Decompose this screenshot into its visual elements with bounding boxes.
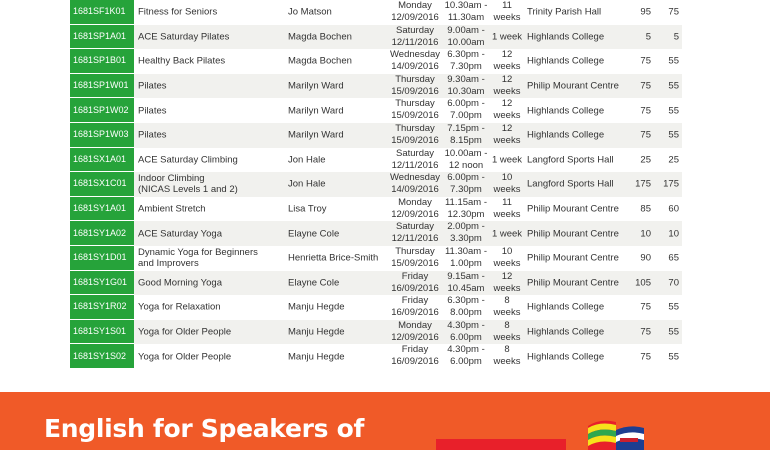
course-weeks: 1 week [491, 31, 523, 43]
course-day [382, 74, 448, 98]
course-day [382, 221, 448, 245]
course-day: Wednesday [390, 49, 440, 61]
course-weeks: 12 weeks [493, 49, 521, 73]
course-code-text: 1681SP1W03 [73, 129, 129, 140]
course-time-end: 10.30am [447, 85, 485, 97]
course-row [70, 172, 682, 197]
course-date: 12/11/2016 [391, 36, 439, 48]
course-time [444, 123, 488, 147]
course-concession: 25 [668, 154, 679, 166]
course-date: 15/09/2016 [391, 110, 439, 122]
course-code [70, 246, 134, 271]
course-time [444, 172, 488, 196]
course-time-end: 12 noon [448, 159, 484, 171]
course-day: Saturday [395, 147, 435, 159]
course-time-end: 7.30pm [450, 184, 482, 196]
course-row [70, 221, 682, 246]
course-weeks: 1 week [491, 228, 523, 240]
course-day [382, 320, 448, 344]
course-time-end: 7.00pm [450, 110, 482, 122]
course-venue: Philip Mourant Centre [527, 203, 619, 215]
course-venue: Trinity Parish Hall [527, 6, 602, 18]
course-time-end: 8.00pm [450, 307, 482, 319]
course-weeks: 8 weeks [493, 295, 521, 319]
course-time-end: 7.30pm [450, 61, 482, 73]
course-title-line2: and Improvers [138, 257, 199, 269]
course-date: 15/09/2016 [391, 134, 439, 146]
course-fee: 75 [640, 326, 651, 338]
course-day: Thursday [395, 245, 435, 257]
course-code-text: 1681SY1D01 [73, 252, 127, 263]
course-code-text: 1681SP1W02 [73, 104, 129, 115]
course-title [138, 173, 278, 195]
course-code [70, 221, 134, 246]
course-weeks: 12 weeks [493, 270, 521, 294]
course-row [70, 49, 682, 74]
course-row [70, 98, 682, 123]
course-code-text: 1681SY1G01 [73, 276, 128, 287]
course-time-start: 6.00pm - [447, 172, 485, 184]
course-fee: 75 [640, 129, 651, 141]
course-time [444, 25, 488, 49]
course-time-end: 6.00pm [450, 331, 482, 343]
course-code [70, 344, 134, 369]
course-code [70, 271, 134, 296]
course-code-text: 1681SY1A02 [73, 227, 127, 238]
course-weeks: 12 weeks [493, 73, 521, 97]
course-row [70, 344, 682, 369]
course-time [444, 246, 488, 270]
course-code [70, 98, 134, 123]
course-venue: Philip Mourant Centre [527, 228, 619, 240]
course-venue: Highlands College [527, 301, 605, 313]
course-date: 15/09/2016 [391, 257, 439, 269]
course-time-start: 10.30am - [444, 0, 488, 11]
course-concession: 60 [668, 203, 679, 215]
course-time [444, 148, 488, 172]
course-title: Pilates [138, 105, 167, 117]
course-title-line1: Indoor Climbing [138, 173, 205, 185]
section-banner [0, 392, 770, 450]
course-time-start: 2.00pm - [447, 221, 485, 233]
course-venue: Langford Sports Hall [527, 154, 614, 166]
course-day [382, 344, 448, 368]
course-code-text: 1681SP1B01 [73, 55, 127, 66]
course-venue: Highlands College [527, 326, 605, 338]
course-code-text: 1681SP1W01 [73, 80, 129, 91]
course-time-start: 6.30pm - [447, 295, 485, 307]
course-time-end: 1.00pm [450, 257, 482, 269]
course-weeks: 10 weeks [493, 245, 521, 269]
course-concession: 55 [668, 80, 679, 92]
course-date: 12/09/2016 [391, 331, 439, 343]
course-fee: 75 [640, 301, 651, 313]
course-tutor: Jon Hale [288, 154, 326, 166]
course-day: Saturday [395, 24, 435, 36]
course-day: Friday [401, 270, 429, 282]
course-title [138, 247, 278, 269]
course-time [444, 295, 488, 319]
course-tutor: Marilyn Ward [288, 105, 344, 117]
course-weeks: 8 weeks [493, 344, 521, 368]
course-title: ACE Saturday Yoga [138, 228, 222, 240]
course-venue: Philip Mourant Centre [527, 252, 619, 264]
course-day [382, 148, 448, 172]
course-title: ACE Saturday Pilates [138, 31, 230, 43]
course-fee: 175 [635, 178, 651, 190]
course-time [444, 74, 488, 98]
course-venue: Highlands College [527, 55, 605, 67]
course-title-line1: Dynamic Yoga for Beginners [138, 246, 258, 258]
course-code [70, 123, 134, 148]
course-time-start: 11.15am - [444, 196, 488, 208]
course-title: Ambient Stretch [138, 203, 206, 215]
course-concession: 55 [668, 129, 679, 141]
course-code [70, 172, 134, 197]
course-day: Monday [398, 0, 432, 11]
course-time-start: 10.00am - [444, 147, 488, 159]
course-code [70, 25, 134, 50]
course-row [70, 197, 682, 222]
course-time-start: 9.00am - [447, 24, 485, 36]
course-tutor: Elayne Cole [288, 277, 340, 289]
course-time-end: 10.45am [447, 282, 485, 294]
course-concession: 5 [673, 31, 679, 43]
course-concession: 10 [668, 228, 679, 240]
course-title: ACE Saturday Climbing [138, 154, 238, 166]
course-day [382, 197, 448, 221]
course-fee: 75 [640, 351, 651, 363]
course-day: Wednesday [390, 172, 440, 184]
course-code [70, 148, 134, 173]
course-time-end: 3.30pm [450, 233, 482, 245]
course-tutor: Elayne Cole [288, 228, 340, 240]
course-row [70, 148, 682, 173]
course-row [70, 123, 682, 148]
course-day: Friday [401, 295, 429, 307]
course-day [382, 25, 448, 49]
course-concession: 55 [668, 351, 679, 363]
course-time-end: 12.30pm [447, 208, 485, 220]
course-time [444, 320, 488, 344]
course-row [70, 0, 682, 25]
course-concession: 55 [668, 301, 679, 313]
banner-red-block [436, 439, 566, 450]
course-tutor: Manju Hegde [288, 301, 345, 313]
course-time-start: 9.30am - [447, 73, 485, 85]
course-tutor: Magda Bochen [288, 31, 352, 43]
course-weeks: 11 weeks [493, 196, 521, 220]
course-time-start: 6.00pm - [447, 98, 485, 110]
course-title: Yoga for Older People [138, 351, 232, 363]
course-day: Thursday [395, 73, 435, 85]
course-day [382, 0, 448, 24]
course-code-text: 1681SY1R02 [73, 301, 127, 312]
course-title: Pilates [138, 80, 167, 92]
course-row [70, 295, 682, 320]
course-fee: 90 [640, 252, 651, 264]
course-fee: 105 [635, 277, 651, 289]
course-date: 14/09/2016 [391, 184, 439, 196]
course-venue: Highlands College [527, 351, 605, 363]
course-code [70, 295, 134, 320]
course-time-start: 4.30pm - [447, 319, 485, 331]
course-code-text: 1681SX1A01 [73, 153, 127, 164]
course-date: 12/09/2016 [391, 12, 439, 23]
course-day: Saturday [395, 221, 435, 233]
course-date: 16/09/2016 [391, 356, 439, 368]
course-fee: 25 [640, 154, 651, 166]
course-date: 12/11/2016 [391, 159, 439, 171]
course-time-end: 6.00pm [450, 356, 482, 368]
course-table [70, 0, 682, 369]
course-title: Fitness for Seniors [138, 6, 218, 18]
course-time-start: 7.15pm - [447, 122, 485, 134]
course-code-text: 1681SY1S01 [73, 326, 127, 337]
banner-title: English for Speakers of [44, 414, 365, 443]
course-day: Friday [401, 344, 429, 356]
course-time-start: 6.30pm - [447, 49, 485, 61]
course-day: Monday [398, 319, 432, 331]
course-row [70, 74, 682, 99]
course-venue: Philip Mourant Centre [527, 277, 619, 289]
course-tutor: Manju Hegde [288, 351, 345, 363]
course-weeks: 8 weeks [493, 319, 521, 343]
course-day [382, 123, 448, 147]
course-tutor: Henrietta Brice-Smith [288, 252, 379, 264]
course-time [444, 271, 488, 295]
course-code [70, 320, 134, 345]
course-venue: Highlands College [527, 105, 605, 117]
course-venue: Highlands College [527, 31, 605, 43]
course-time-start: 9.15am - [447, 270, 485, 282]
course-time [444, 197, 488, 221]
course-code-text: 1681SF1K01 [73, 6, 126, 17]
course-concession: 55 [668, 326, 679, 338]
course-row [70, 246, 682, 271]
course-day [382, 98, 448, 122]
course-tutor: Manju Hegde [288, 326, 345, 338]
course-title: Healthy Back Pilates [138, 55, 226, 67]
course-fee: 85 [640, 203, 651, 215]
course-row [70, 25, 682, 50]
course-time-start: 4.30pm - [447, 344, 485, 356]
course-title: Pilates [138, 129, 167, 141]
course-time [444, 221, 488, 245]
course-concession: 55 [668, 105, 679, 117]
course-weeks: 10 weeks [493, 172, 521, 196]
course-time-start: 11.30am - [444, 245, 488, 257]
course-venue: Langford Sports Hall [527, 178, 614, 190]
course-day: Thursday [395, 122, 435, 134]
course-tutor: Jo Matson [288, 6, 332, 18]
course-fee: 5 [645, 31, 651, 43]
course-time-end: 8.15pm [450, 134, 482, 146]
flags-graphic [586, 416, 648, 450]
course-code-text: 1681SY1A01 [73, 203, 127, 214]
course-weeks: 12 weeks [493, 122, 521, 146]
course-date: 15/09/2016 [391, 85, 439, 97]
course-title-line2: (NICAS Levels 1 and 2) [138, 184, 238, 196]
course-date: 12/11/2016 [391, 233, 439, 245]
course-code [70, 197, 134, 222]
course-concession: 70 [668, 277, 679, 289]
course-code [70, 74, 134, 99]
course-fee: 75 [640, 105, 651, 117]
course-code [70, 49, 134, 74]
course-fee: 75 [640, 55, 651, 67]
course-time [444, 98, 488, 122]
course-time [444, 344, 488, 368]
course-venue: Highlands College [527, 129, 605, 141]
course-code-text: 1681SY1S02 [73, 350, 127, 361]
course-title: Good Morning Yoga [138, 277, 222, 289]
course-day [382, 246, 448, 270]
course-day [382, 49, 448, 73]
course-day: Thursday [395, 98, 435, 110]
course-concession: 175 [663, 178, 679, 190]
course-venue: Philip Mourant Centre [527, 80, 619, 92]
course-fee: 10 [640, 228, 651, 240]
course-concession: 75 [668, 6, 679, 18]
course-weeks: 12 weeks [493, 98, 521, 122]
course-tutor: Marilyn Ward [288, 80, 344, 92]
course-time-end: 10.00am [447, 36, 485, 48]
course-row [70, 320, 682, 345]
course-code-text: 1681SP1A01 [73, 30, 127, 41]
course-code [70, 0, 134, 25]
course-tutor: Magda Bochen [288, 55, 352, 67]
course-row [70, 271, 682, 296]
course-title: Yoga for Relaxation [138, 301, 221, 313]
course-day [382, 172, 448, 196]
course-tutor: Marilyn Ward [288, 129, 344, 141]
course-code-text: 1681SX1C01 [73, 178, 127, 189]
course-time-end: 11.30am [447, 12, 485, 23]
course-concession: 65 [668, 252, 679, 264]
course-date: 14/09/2016 [391, 61, 439, 73]
course-time [444, 49, 488, 73]
course-date: 12/09/2016 [391, 208, 439, 220]
course-concession: 55 [668, 55, 679, 67]
course-date: 16/09/2016 [391, 282, 439, 294]
course-tutor: Jon Hale [288, 178, 326, 190]
course-time [444, 0, 488, 24]
course-tutor: Lisa Troy [288, 203, 327, 215]
course-fee: 95 [640, 6, 651, 18]
course-day: Monday [398, 196, 432, 208]
course-day [382, 295, 448, 319]
course-weeks: 11 weeks [493, 0, 521, 23]
course-fee: 75 [640, 80, 651, 92]
course-date: 16/09/2016 [391, 307, 439, 319]
course-title: Yoga for Older People [138, 326, 232, 338]
course-weeks: 1 week [491, 154, 523, 166]
course-day [382, 271, 448, 295]
